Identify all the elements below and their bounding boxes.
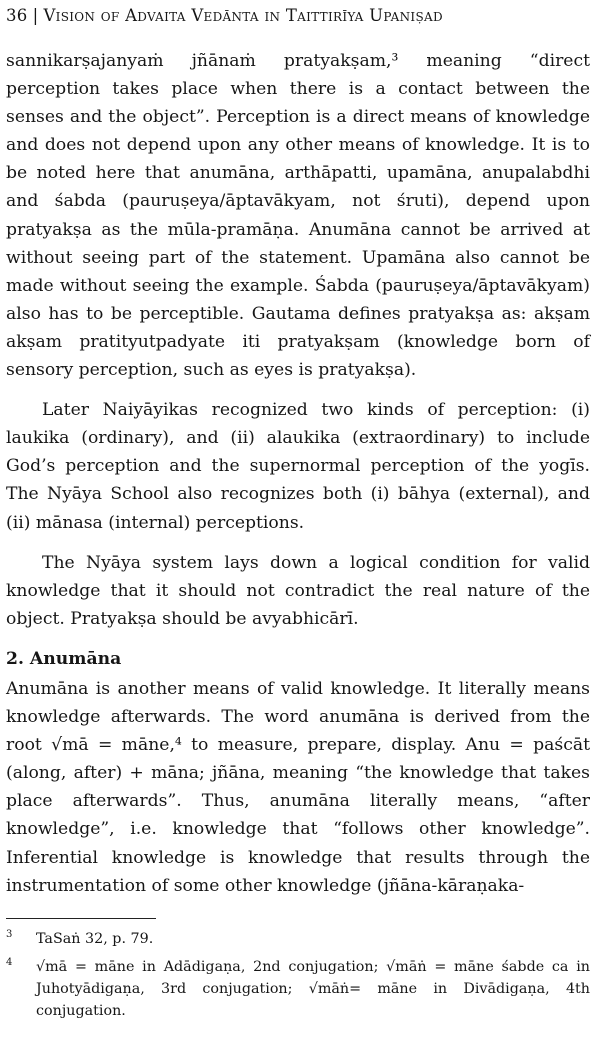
footnote-marker: 4: [6, 957, 13, 968]
paragraph-perception-continued: sannikarṣajanyaṁ jñānaṁ pratyakṣam,³ meaning “direct perception takes place when there is a contact between the senses and the object”. Perception is a direct means of knowledge and does not depend upon any other means of knowledge. It is to be noted here that anumāna, arthāpatti, upamāna, anupalabdhi and śabda (pauruṣeya/āptavākyam, not śruti), depend upon pratyakṣa as the mūla-pramāṇa. Anumāna cannot be arrived at without seeing part of the statement. Upamāna also cannot be made without seeing the example. Śabda (pauruṣeya/āptavākyam) also has to be perceptible. Gautama defines pratyakṣa as: akṣam akṣam pratityutpadyate iti pratyakṣam (knowledge born of sensory perception, such as eyes is pratyakṣa).: [6, 51, 590, 381]
running-header: [6, 6, 590, 25]
paragraph-naiyayikas: Later Naiyāyikas recognized two kinds of perception: (i) laukika (ordinary), and (ii) alaukika (extraordinary) to include God’s perception and the supernormal perception of the yogīs. The Nyāya School also recognizes both (i) bāhya (external), and (ii) mānasa (internal) perceptions.: [6, 400, 590, 533]
header-separator: |: [32, 6, 39, 25]
footnote-4: [6, 956, 590, 1022]
page-body: [6, 47, 590, 900]
footnote-3: [6, 928, 590, 950]
running-title: Vision of Advaita Vedānta in Taittirīya Upaniṣad: [43, 6, 443, 25]
page-number: 36: [6, 6, 28, 25]
footnote-text: √mā = māne in Adādigaṇa, 2nd conjugation; √māṅ = māne śabde ca in Juhotyādigaṇa, 3rd conjugation; √māṅ= māne in Divādigaṇa, 4th conjugation.: [36, 959, 590, 1019]
paragraph-nyaya-condition: The Nyāya system lays down a logical condition for valid knowledge that it should not contradict the real nature of the object. Pratyakṣa should be avyabhicārī.: [6, 552, 590, 629]
footnote-rule: [6, 918, 156, 919]
footnote-marker: 3: [6, 929, 13, 940]
footnote-text: TaSaṅ 32, p. 79.: [36, 931, 154, 947]
footnotes: [6, 928, 590, 1022]
paragraph-anumana: Anumāna is another means of valid knowledge. It literally means knowledge afterwards. The word anumāna is derived from the root √mā = māne,⁴ to measure, prepare, display. Anu = paścāt (along, after) + māna; jñāna, meaning “the knowledge that takes place afterwards”. Thus, anumāna literally means, “after knowledge”, i.e. knowledge that “follows other knowledge”. Inferential knowledge is knowledge that results through the instrumentation of some other knowledge (jñāna-kāraṇaka-: [6, 678, 590, 896]
section-heading-anumana: 2. Anumāna: [6, 648, 122, 669]
